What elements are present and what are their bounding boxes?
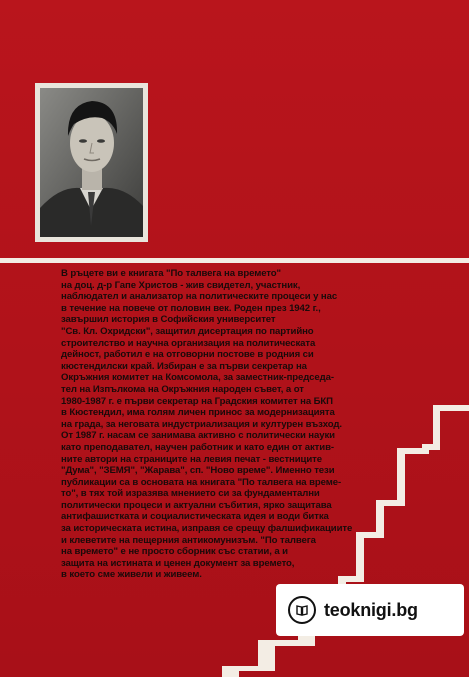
book-icon: [288, 596, 316, 624]
teoknigi-watermark-badge[interactable]: [276, 584, 464, 636]
author-biography-text: В ръцете ви е книгата "По талвега на времето" на доц. д-р Гапе Христов - жив свидетел, участник, наблюдател и анализатор на политическите процеси у нас в течение на повече от половин век. Роден през 1942 г., завършил история в Софийския университет "Св. Кл. Охридски", защитил дисертация по партийно строителство и научна организация на политическата дейност, работил е на отговорни постове в родния си кюстендилски край. Избиран е за първи секретар на Окръжния комитет на Комсомола, за заместник-председа- тел на Изпълкома на Окръжния народен съвет, а от 1980-1987 г. е първи секретар на Градския комитет на БКП в Кюстендил, има голям личен принос за модернизацията на града, за неговата индустриализация и културен възход. От 1987 г. насам се занимава активно с политически науки като преподавател, научен работник и като един от актив- ните автори на страниците на левия печат - вестниците "Дума", "ЗЕМЯ", "Жарава", сп. "Ново време". Именно тези публикации са в основата на книгата "По талвега на време- то", в тях той изразява мнението си за фундаментални политически процеси и актуални събития, ярко защитава антифашистката и социалистическата идея и води битка за историческата истина, изправя се срещу фалшификациите и клеветите на пещерния антикомунизъм. "По талвега на времето" е не просто сборник със статии, а и защита на истината и ценен документ за времето, в което сме живели и живеем.: [61, 268, 353, 581]
watermark-label: teoknigi.bg: [324, 599, 418, 620]
